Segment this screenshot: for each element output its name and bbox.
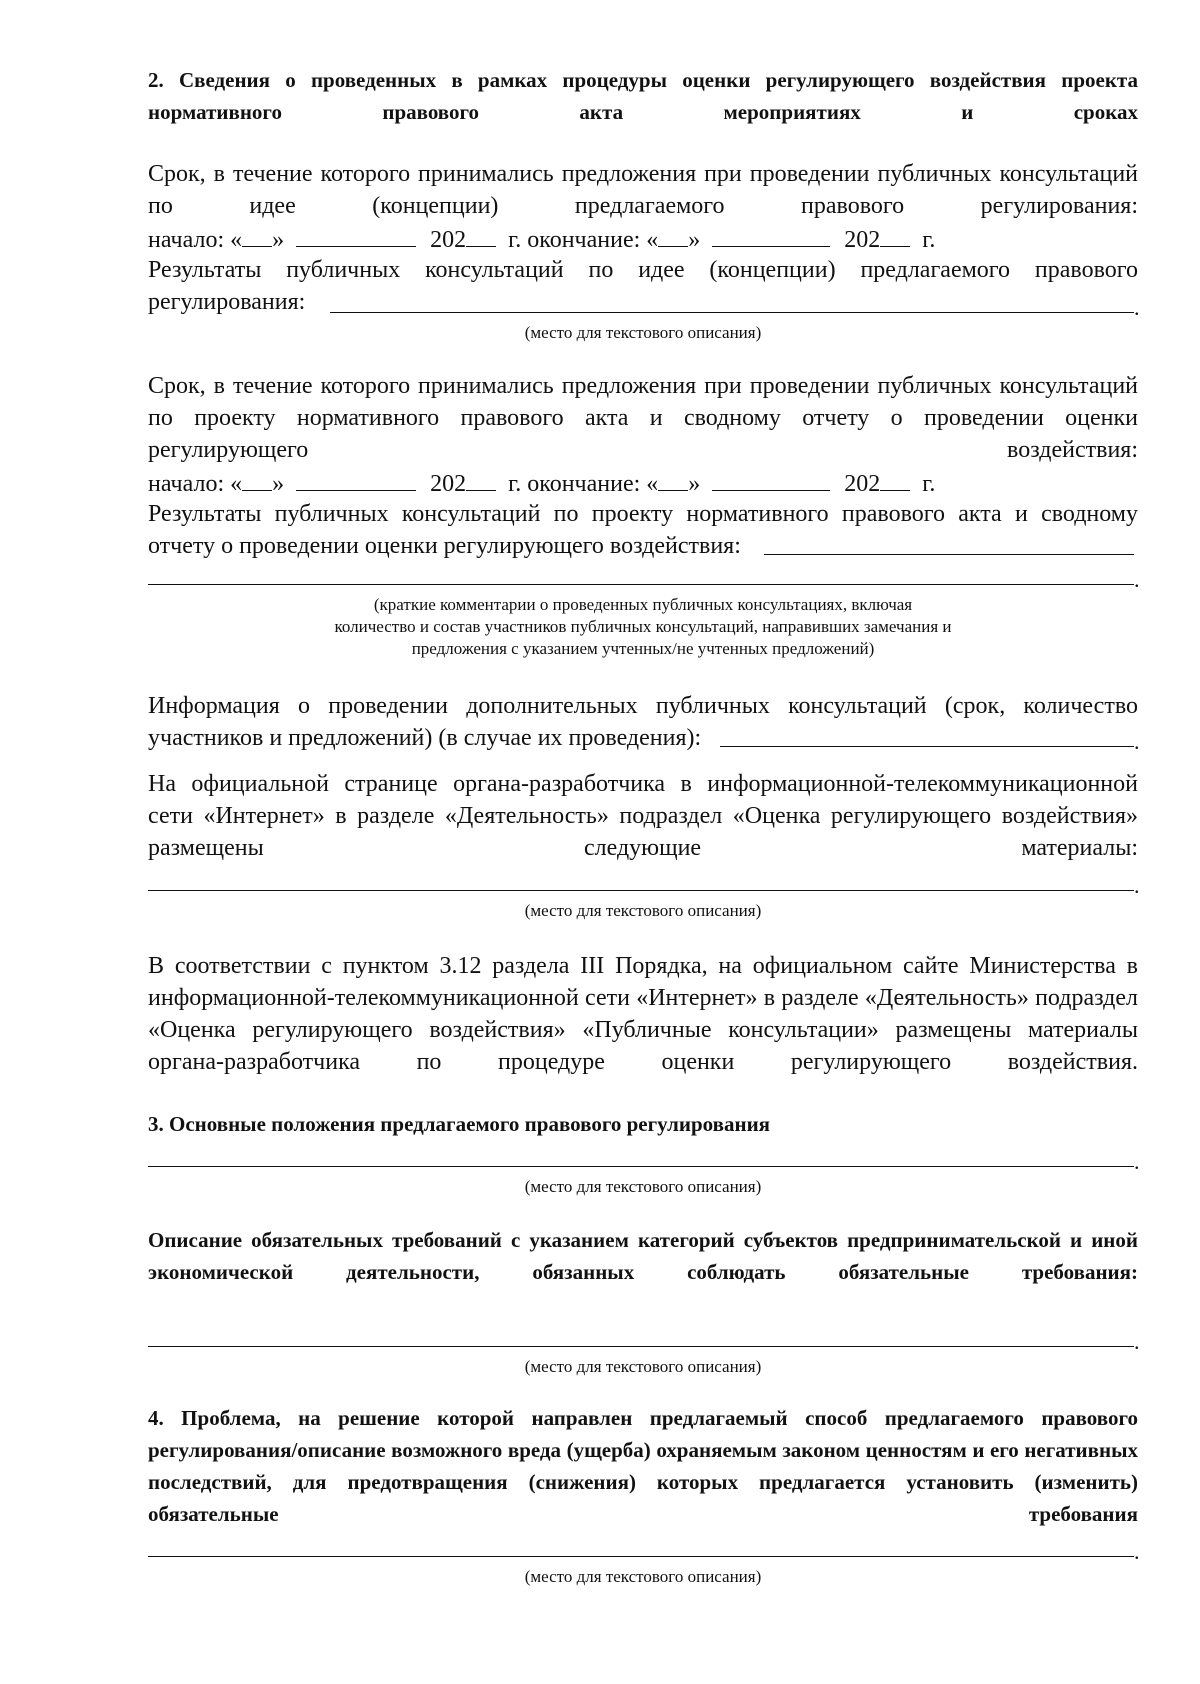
end-year-field[interactable] bbox=[880, 222, 910, 247]
quote-close: » bbox=[272, 227, 285, 253]
draft-consultation-results-text bbox=[148, 498, 1138, 562]
idea-results-line bbox=[148, 286, 305, 318]
start-year-field[interactable] bbox=[466, 466, 496, 491]
start-day-field[interactable] bbox=[242, 222, 272, 247]
period-mark: . bbox=[1134, 873, 1140, 898]
start-year-prefix: 202 bbox=[430, 471, 467, 497]
start-label: начало: « bbox=[148, 471, 243, 497]
additional-consultations-text: Информация о проведении дополнительных публичных консультаций (срок, количество участников и предложений) (в случае их проведения): bbox=[148, 693, 1138, 751]
official-page-field[interactable] bbox=[148, 890, 1134, 891]
period-mark: . bbox=[1134, 1329, 1140, 1354]
idea-consultation-results-text: Результаты публичных консультаций по идее (концепции) предлагаемого правового регулирования: bbox=[148, 257, 1138, 315]
draft-results-field[interactable] bbox=[148, 584, 1134, 585]
end-month-field[interactable] bbox=[712, 222, 830, 247]
ministry-site-text: В соответствии с пунктом 3.12 раздела III Порядка, на официальном сайте Министерства в информационной-телекоммуникационной сети «Интернет» в разделе «Деятельность» подраздел «Оценка регулирующего воздействия» «Публичные консультации» размещены материалы органа-разработчика по процедуре оценки регулирующего воздействия. bbox=[148, 953, 1138, 1075]
quote-close-2: » bbox=[688, 471, 701, 497]
idea-results-placeholder: (место для текстового описания) bbox=[524, 323, 762, 342]
period-mark: . bbox=[1134, 1149, 1140, 1174]
requirements-field[interactable] bbox=[148, 1346, 1134, 1347]
quote-close-2: » bbox=[688, 227, 701, 253]
draft-results-note-2: количество и состав участников публичных консультаций, направивших замечания и bbox=[334, 617, 952, 636]
end-label: окончание: « bbox=[527, 471, 659, 497]
end-year-prefix: 202 bbox=[844, 471, 881, 497]
quote-close: » bbox=[272, 471, 285, 497]
start-month-field[interactable] bbox=[296, 222, 416, 247]
end-year-field[interactable] bbox=[880, 466, 910, 491]
additional-consultations-field[interactable] bbox=[720, 746, 1134, 747]
end-year-suffix: г. bbox=[922, 471, 936, 497]
end-month-field[interactable] bbox=[712, 466, 830, 491]
idea-consultation-period-text: Срок, в течение которого принимались предложения при проведении публичных консультаций по идее (концепции) предлагаемого правового регулирования: bbox=[148, 161, 1138, 219]
draft-results-inline-field[interactable] bbox=[764, 554, 1134, 555]
start-year-suffix: г. bbox=[508, 227, 522, 253]
start-month-field[interactable] bbox=[296, 466, 416, 491]
end-day-field[interactable] bbox=[658, 466, 688, 491]
end-year-suffix: г. bbox=[922, 227, 936, 253]
draft-consultation-dates-line bbox=[148, 466, 935, 500]
end-year-prefix: 202 bbox=[844, 227, 881, 253]
requirements-title: Описание обязательных требований с указанием категорий субъектов предпринимательской и иной экономической деятельности, обязанных соблюдать обязательные требования: bbox=[148, 1228, 1138, 1284]
period-mark: . bbox=[1134, 729, 1140, 754]
section-3-placeholder: (место для текстового описания) bbox=[524, 1177, 762, 1196]
requirements-placeholder: (место для текстового описания) bbox=[524, 1357, 762, 1376]
official-page-text: На официальной странице органа-разработчика в информационной-телекоммуникационной сети «Интернет» в разделе «Деятельность» подраздел «Оценка регулирующего воздействия» размещены следующие материалы: bbox=[148, 771, 1138, 861]
start-label: начало: « bbox=[148, 227, 243, 253]
period-mark: . bbox=[1134, 295, 1140, 320]
draft-results-label: Результаты публичных консультаций по проекту нормативного правового акта и сводному отчету о проведении оценки регулирующего воздействия: bbox=[148, 501, 1138, 559]
idea-consultation-dates-line bbox=[148, 222, 935, 256]
idea-results-field[interactable] bbox=[330, 312, 1134, 313]
start-year-suffix: г. bbox=[508, 471, 522, 497]
end-label: окончание: « bbox=[527, 227, 659, 253]
draft-consultation-period-text: Срок, в течение которого принимались предложения при проведении публичных консультаций по проекту нормативного правового акта и сводному отчету о проведении оценки регулирующего воздействия: bbox=[148, 373, 1138, 463]
end-day-field[interactable] bbox=[658, 222, 688, 247]
start-year-field[interactable] bbox=[466, 222, 496, 247]
period-mark: . bbox=[1134, 567, 1140, 592]
section-2-title: 2. Сведения о проведенных в рамках процедуры оценки регулирующего воздействия проекта нормативного правового акта мероприятиях и сроках bbox=[148, 68, 1138, 124]
start-day-field[interactable] bbox=[242, 466, 272, 491]
section-3-field[interactable] bbox=[148, 1166, 1134, 1167]
section-4-field[interactable] bbox=[148, 1556, 1134, 1557]
start-year-prefix: 202 bbox=[430, 227, 467, 253]
section-4-title: 4. Проблема, на решение которой направлен предлагаемый способ предлагаемого правового регулирования/описание возможного вреда (ущерба) охраняемым законом ценностям и его негативных последствий, для предотвращения (снижения) которых предлагается установить (изменить) обязательные требования bbox=[148, 1406, 1138, 1526]
official-page-placeholder: (место для текстового описания) bbox=[524, 901, 762, 920]
section-4-placeholder: (место для текстового описания) bbox=[524, 1567, 762, 1586]
draft-results-note-3: предложения с указанием учтенных/не учтенных предложений) bbox=[411, 639, 875, 658]
draft-results-note-1: (краткие комментарии о проведенных публичных консультациях, включая bbox=[373, 595, 913, 614]
section-3-title: 3. Основные положения предлагаемого правового регулирования bbox=[148, 1112, 771, 1136]
period-mark: . bbox=[1134, 1539, 1140, 1564]
